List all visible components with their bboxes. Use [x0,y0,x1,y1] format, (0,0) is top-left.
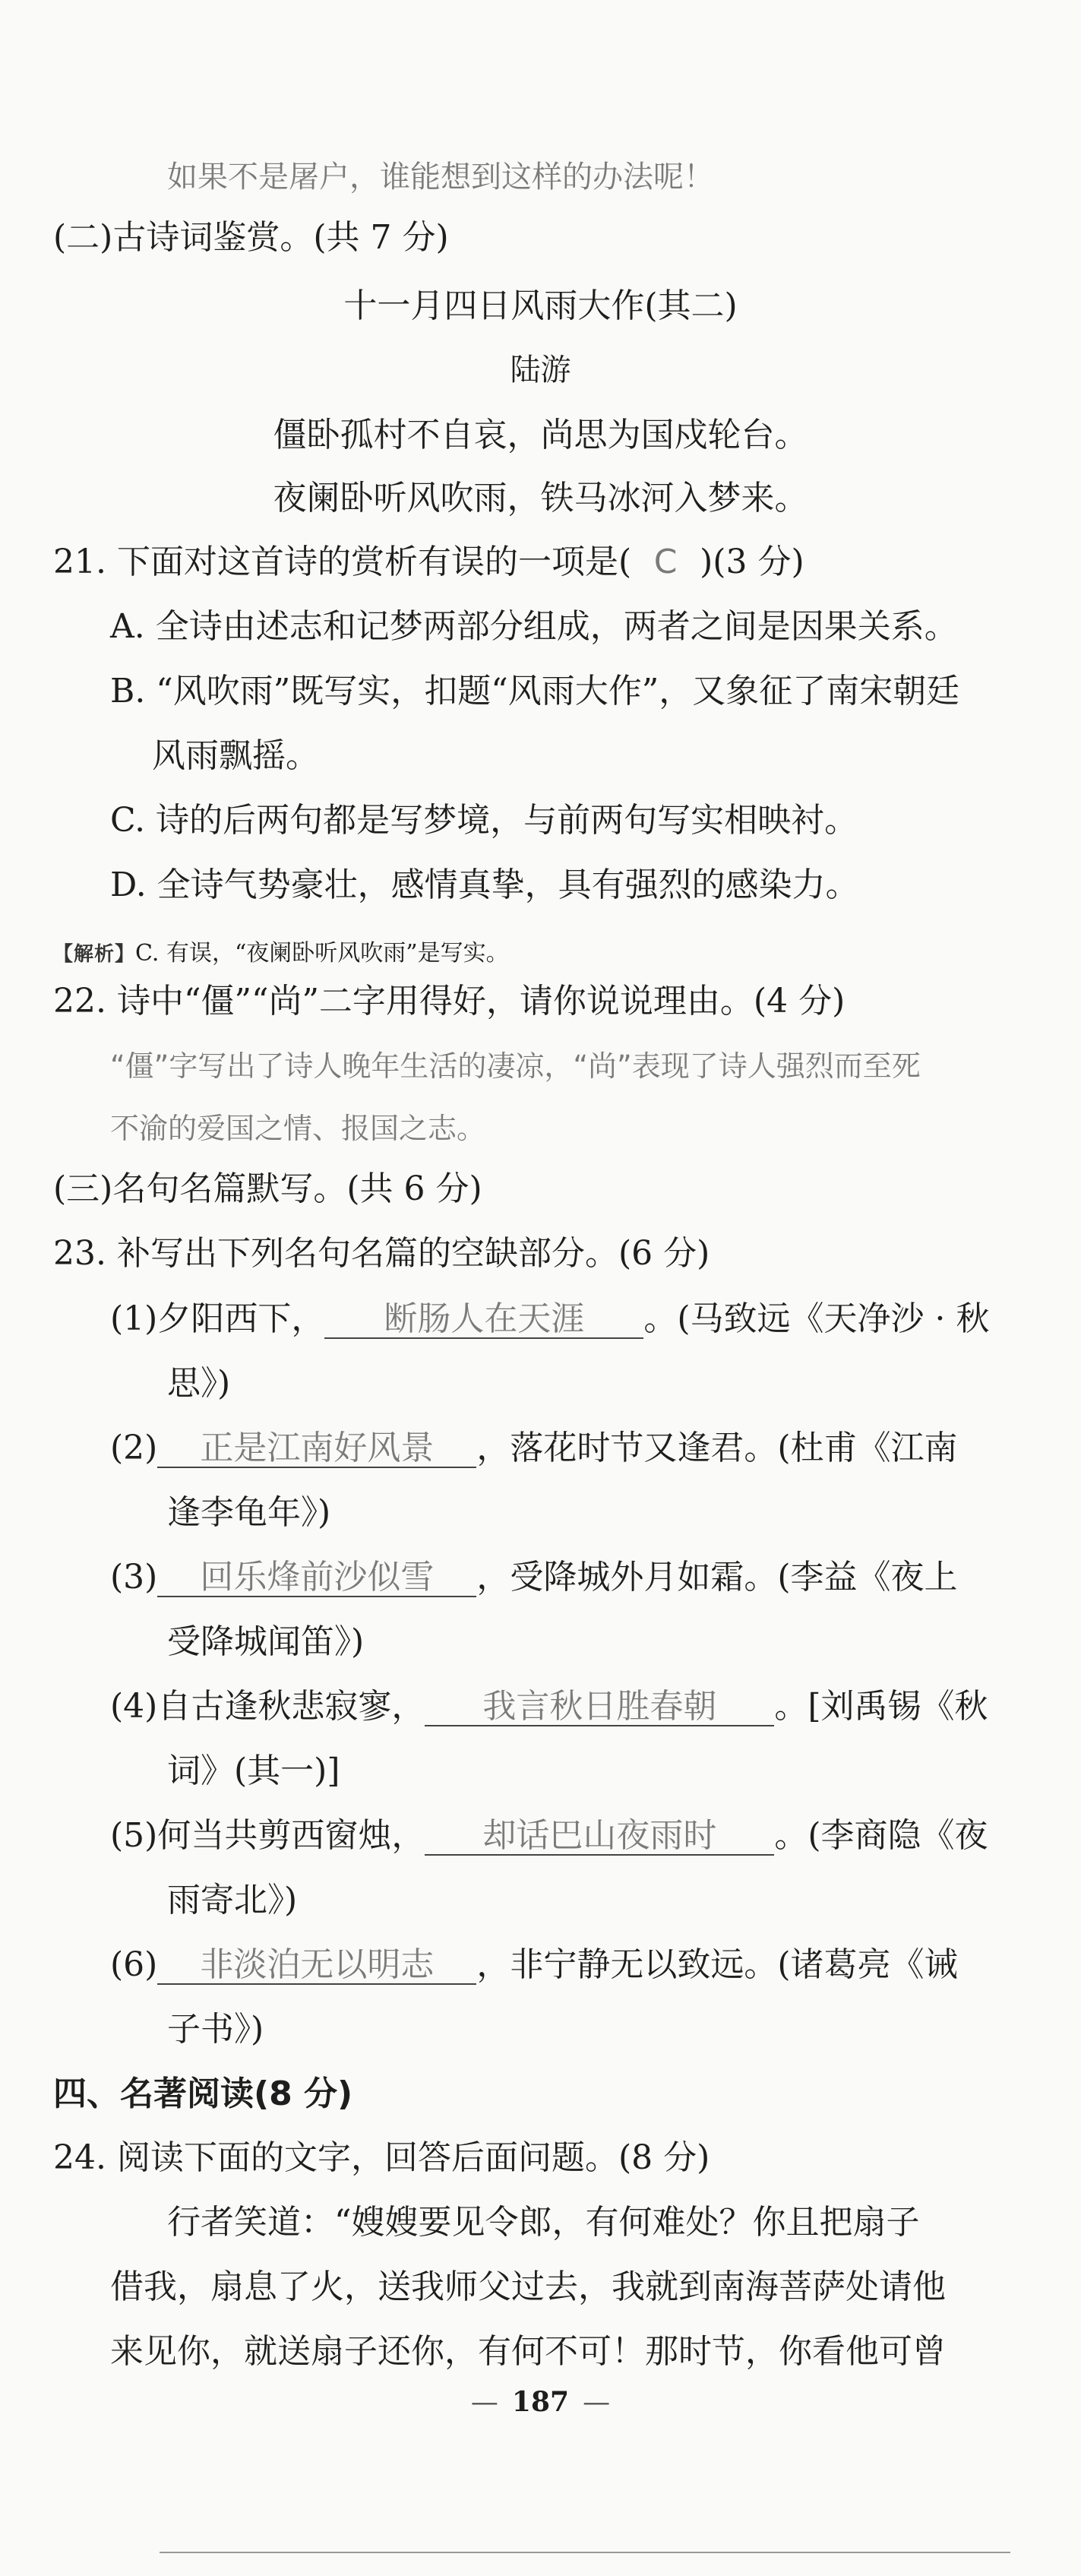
q21-option-a: A. 全诗由述志和记梦两部分组成，两者之间是因果关系。 [110,607,958,646]
section3-title: (三)名句名篇默写。(共 6 分) [53,1169,482,1208]
section2-title: (二)古诗词鉴赏。(共 7 分) [53,218,449,257]
q21-option-d: D. 全诗气势豪壮，感情真挚，具有强烈的感染力。 [110,866,859,904]
q21-answer: C [653,543,678,581]
q22-answer-line2: 不渝的爱国之情、报国之志。 [110,1112,486,1145]
analysis-text: C. 有误，“夜阑卧听风吹雨”是写实。 [135,940,509,967]
page-dash-right: — [583,2387,611,2418]
q23-item-2-post: ，落花时节又逢君。(杜甫《江南 [476,1429,958,1467]
q24-stem: 24. 阅读下面的文字，回答后面问题。(8 分) [53,2138,710,2177]
q22-answer-line1: “僵”字写出了诗人晚年生活的凄凉，“尚”表现了诗人强烈而至死 [110,1049,921,1083]
q23-item-5-pre: (5)何当共剪西窗烛， [110,1816,425,1855]
q23-item-2-blank: 正是江南好风景 [157,1430,476,1468]
q23-item-3-blank: 回乐烽前沙似雪 [157,1559,476,1597]
q23-item-1-blank: 断肠人在天涯 [324,1301,643,1339]
q23-item-1-post: 。(马致远《天净沙 · 秋 [643,1299,990,1338]
q21-stem-before: 21. 下面对这首诗的赏析有误的一项是( [53,543,632,581]
q23-item-1-pre: (1)夕阳西下， [110,1299,325,1338]
poem-line-2: 夜阑卧听风吹雨，铁马冰河入梦来。 [273,479,808,517]
section4-title: 四、名著阅读(8 分) [53,2074,353,2113]
q23-item-6-blank: 非淡泊无以明志 [157,1947,476,1985]
q23-item-1-line2: 思》) [167,1364,231,1403]
q21-stem [53,541,804,583]
q24-passage-line3: 来见你，就送扇子还你，有何不可！那时节，你看他可曾 [110,2332,946,2371]
q23-item-6 [110,1944,958,1986]
q23-item-5 [110,1815,988,1856]
q24-passage-line1: 行者笑道：“嫂嫂要见令郎，有何难处？你且把扇子 [167,2203,920,2242]
q23-item-6-line2: 子书》) [167,2010,264,2049]
q23-item-4-blank: 我言秋日胜春朝 [425,1688,774,1726]
q21-option-b-line2: 风雨飘摇。 [152,736,319,775]
page-dash-left: — [470,2387,498,2418]
q23-item-3-pre: (3) [110,1558,158,1597]
page-number-value: 187 [511,2386,570,2418]
q23-stem: 23. 补写出下列名句名篇的空缺部分。(6 分) [53,1234,710,1273]
poem-line-1: 僵卧孤村不自哀，尚思为国戍轮台。 [273,416,808,454]
q23-item-2-pre: (2) [110,1429,158,1467]
bottom-rule [160,2552,1010,2553]
q23-item-4 [110,1685,988,1727]
q21-option-c: C. 诗的后两句都是写梦境，与前两句写实相映衬。 [110,801,858,840]
q22-stem: 22. 诗中“僵”“尚”二字用得好，请你说说理由。(4 分) [53,982,846,1021]
q23-item-5-post: 。(李商隐《夜 [774,1816,988,1855]
analysis-tag: 【解析】 [53,943,136,966]
q23-item-2 [110,1427,958,1469]
q23-item-4-pre: (4)自古逢秋悲寂寥， [110,1687,425,1726]
q23-item-3 [110,1556,958,1598]
q23-item-3-line2: 受降城闻笛》) [167,1622,365,1661]
q23-item-6-post: ，非宁静无以致远。(诸葛亮《诫 [476,1945,958,1984]
page-number [0,2386,1081,2418]
previous-answer-line: 如果不是屠户，谁能想到这样的办法呢！ [167,160,714,195]
q23-item-1 [110,1298,989,1340]
q23-item-4-post: 。[刘禹锡《秋 [774,1687,988,1726]
q24-passage-line2: 借我，扇息了火，送我师父过去，我就到南海菩萨处请他 [110,2267,946,2306]
q21-analysis [53,929,509,970]
poem-title: 十一月四日风雨大作(其二) [343,286,738,325]
poem-author: 陆游 [510,353,571,388]
q23-item-6-pre: (6) [110,1945,158,1984]
q21-stem-after: )(3 分) [700,543,804,581]
q21-option-b-line1: B. “风吹雨”既写实，扣题“风雨大作”，又象征了南宋朝廷 [110,672,960,710]
q23-item-4-line2: 词》(其一)] [167,1752,340,1790]
q23-item-2-line2: 逢李龟年》) [167,1493,331,1532]
q23-item-5-blank: 却话巴山夜雨时 [425,1818,774,1856]
q23-item-5-line2: 雨寄北》) [167,1881,298,1919]
q23-item-3-post: ，受降城外月如霜。(李益《夜上 [476,1558,958,1597]
